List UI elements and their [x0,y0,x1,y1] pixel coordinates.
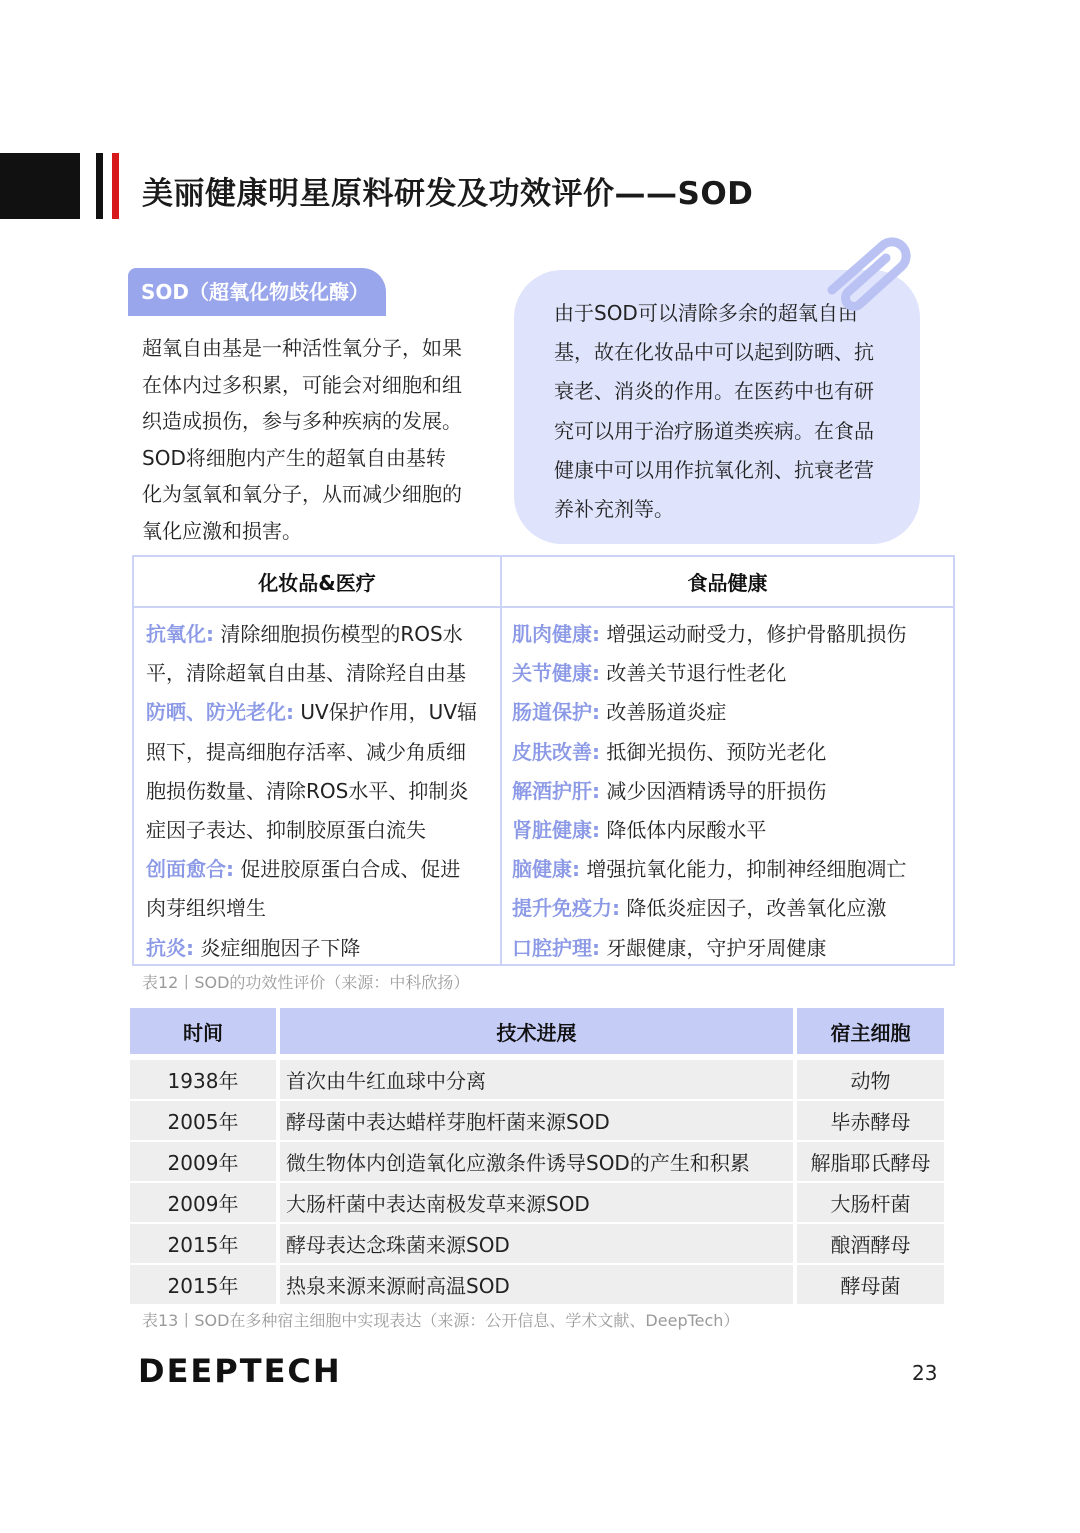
keyword: 防晒、防光老化: [146,700,294,725]
food-line [512,654,948,693]
bubble-line: 由于SOD可以清除多余的超氧自由 [554,301,858,325]
line-text: 牙龈健康，守护牙周健康 [600,935,827,960]
table-cell-year: 2015年 [130,1265,276,1304]
cosmetics-line [146,850,492,889]
line-text: 改善关节退行性老化 [600,661,787,686]
intro-line: SOD将细胞内产生的超氧自由基转 [142,445,446,470]
food-line [512,615,948,654]
table-header-food: 食品健康 [502,557,953,606]
paperclip-icon [820,228,920,318]
keyword: 抗炎: [146,935,194,960]
keyword: 抗氧化: [146,622,214,646]
intro-line: 织造成损伤，参与多种疾病的发展。 [142,409,462,434]
intro-line: 超氧自由基是一种活性氧分子，如果 [142,336,462,360]
table-cell-host: 酵母菌 [797,1265,944,1304]
bubble-line: 基，故在化妆品中可以起到防晒、抗 [554,340,874,365]
table-cell-host: 酿酒酵母 [797,1224,944,1263]
line-text: 肉芽组织增生 [146,896,266,921]
line-text: 降低炎症因子，改善氧化应激 [620,896,887,921]
table-cell-host: 动物 [797,1060,944,1099]
bubble-line: 衰老、消炎的作用。在医药中也有研 [554,379,874,404]
table-cell-host: 毕赤酵母 [797,1101,944,1140]
cosmetics-column [146,615,492,968]
intro-line: 氧化应激和损害。 [142,518,302,543]
table12-caption: 表12丨SOD的功效性评价（来源：中科欣扬） [142,973,470,992]
bubble-line: 养补充剂等。 [554,497,674,522]
keyword: 肠道保护: [512,700,600,725]
keyword: 肾脏健康: [512,818,600,843]
cosmetics-line [146,654,492,693]
food-line [512,850,948,889]
keyword: 创面愈合: [146,857,234,882]
table-cell-progress: 首次由牛红血球中分离 [280,1060,793,1099]
table-cell-year: 2015年 [130,1224,276,1263]
line-text: 抵御光损伤、预防光老化 [600,739,827,764]
header-bar-red [112,153,119,219]
bubble-line: 究可以用于治疗肠道类疾病。在食品 [554,418,874,443]
keyword: 肌肉健康: [512,622,600,646]
cosmetics-line [146,889,492,928]
page-title: 美丽健康明星原料研发及功效评价——SOD [142,176,754,212]
line-text: 胞损伤数量、清除ROS水平、抑制炎 [146,778,469,803]
table13-caption: 表13丨SOD在多种宿主细胞中实现表达（来源：公开信息、学术文献、DeepTech） [142,1311,740,1330]
table-divider [500,557,502,964]
efficacy-table [132,555,955,966]
sod-tag: SOD（超氧化物歧化酶） [128,268,386,316]
line-text: 照下，提高细胞存活率、减少角质细 [146,739,466,764]
header-black-block [0,153,80,219]
keyword: 提升免疫力: [512,896,620,921]
line-text: 促进胶原蛋白合成、促进 [234,857,461,882]
cosmetics-line [146,733,492,772]
line-text: 降低体内尿酸水平 [600,818,767,843]
keyword: 口腔护理: [512,935,600,960]
line-text: 减少因酒精诱导的肝损伤 [600,778,827,803]
table-cell-progress: 热泉来源来源耐高温SOD [280,1265,793,1304]
table-cell-progress: 大肠杆菌中表达南极发草来源SOD [280,1183,793,1222]
keyword: 解酒护肝: [512,778,600,803]
food-line [512,929,948,968]
line-text: 增强运动耐受力，修护骨骼肌损伤 [600,622,907,646]
table-cell-host: 解脂耶氏酵母 [797,1142,944,1181]
cosmetics-line [146,929,492,968]
cosmetics-line [146,693,492,732]
keyword: 脑健康: [512,857,580,882]
table-header-host: 宿主细胞 [797,1008,944,1054]
cosmetics-line [146,772,492,811]
cosmetics-line [146,615,492,654]
food-line [512,693,948,732]
line-text: 改善肠道炎症 [600,700,727,725]
keyword: 关节健康: [512,661,600,686]
keyword: 皮肤改善: [512,739,600,764]
intro-text [142,330,492,550]
food-line [512,889,948,928]
line-text: 清除细胞损伤模型的ROS水 [214,622,463,646]
table-header-time: 时间 [130,1008,276,1054]
bubble-line: 健康中可以用作抗氧化剂、抗衰老营 [554,457,874,482]
table-divider [134,606,953,608]
table-cell-progress: 酵母菌中表达蜡样芽胞杆菌来源SOD [280,1101,793,1140]
table-cell-host: 大肠杆菌 [797,1183,944,1222]
food-line [512,811,948,850]
table-cell-progress: 酵母表达念珠菌来源SOD [280,1224,793,1263]
table-header-cosmetics: 化妆品&医疗 [134,557,500,606]
line-text: UV保护作用，UV辐 [294,700,477,725]
intro-line: 化为氢氧和氧分子，从而减少细胞的 [142,482,462,507]
page-number: 23 [912,1361,938,1385]
line-text: 增强抗氧化能力，抑制神经细胞凋亡 [580,857,907,882]
table-cell-year: 2009年 [130,1183,276,1222]
table-header-progress: 技术进展 [280,1008,793,1054]
deeptech-logo: DEEPTECH [138,1352,342,1390]
header-bar-black [96,153,103,219]
intro-line: 在体内过多积累，可能会对细胞和组 [142,372,462,397]
line-text: 平，清除超氧自由基、清除羟自由基 [146,661,466,686]
table-cell-year: 2009年 [130,1142,276,1181]
food-line [512,772,948,811]
table-cell-year: 2005年 [130,1101,276,1140]
cosmetics-line [146,811,492,850]
table-cell-progress: 微生物体内创造氧化应激条件诱导SOD的产生和积累 [280,1142,793,1181]
line-text: 炎症细胞因子下降 [194,935,361,960]
line-text: 症因子表达、抑制胶原蛋白流失 [146,818,426,843]
food-line [512,733,948,772]
table-cell-year: 1938年 [130,1060,276,1099]
food-column [512,615,948,968]
